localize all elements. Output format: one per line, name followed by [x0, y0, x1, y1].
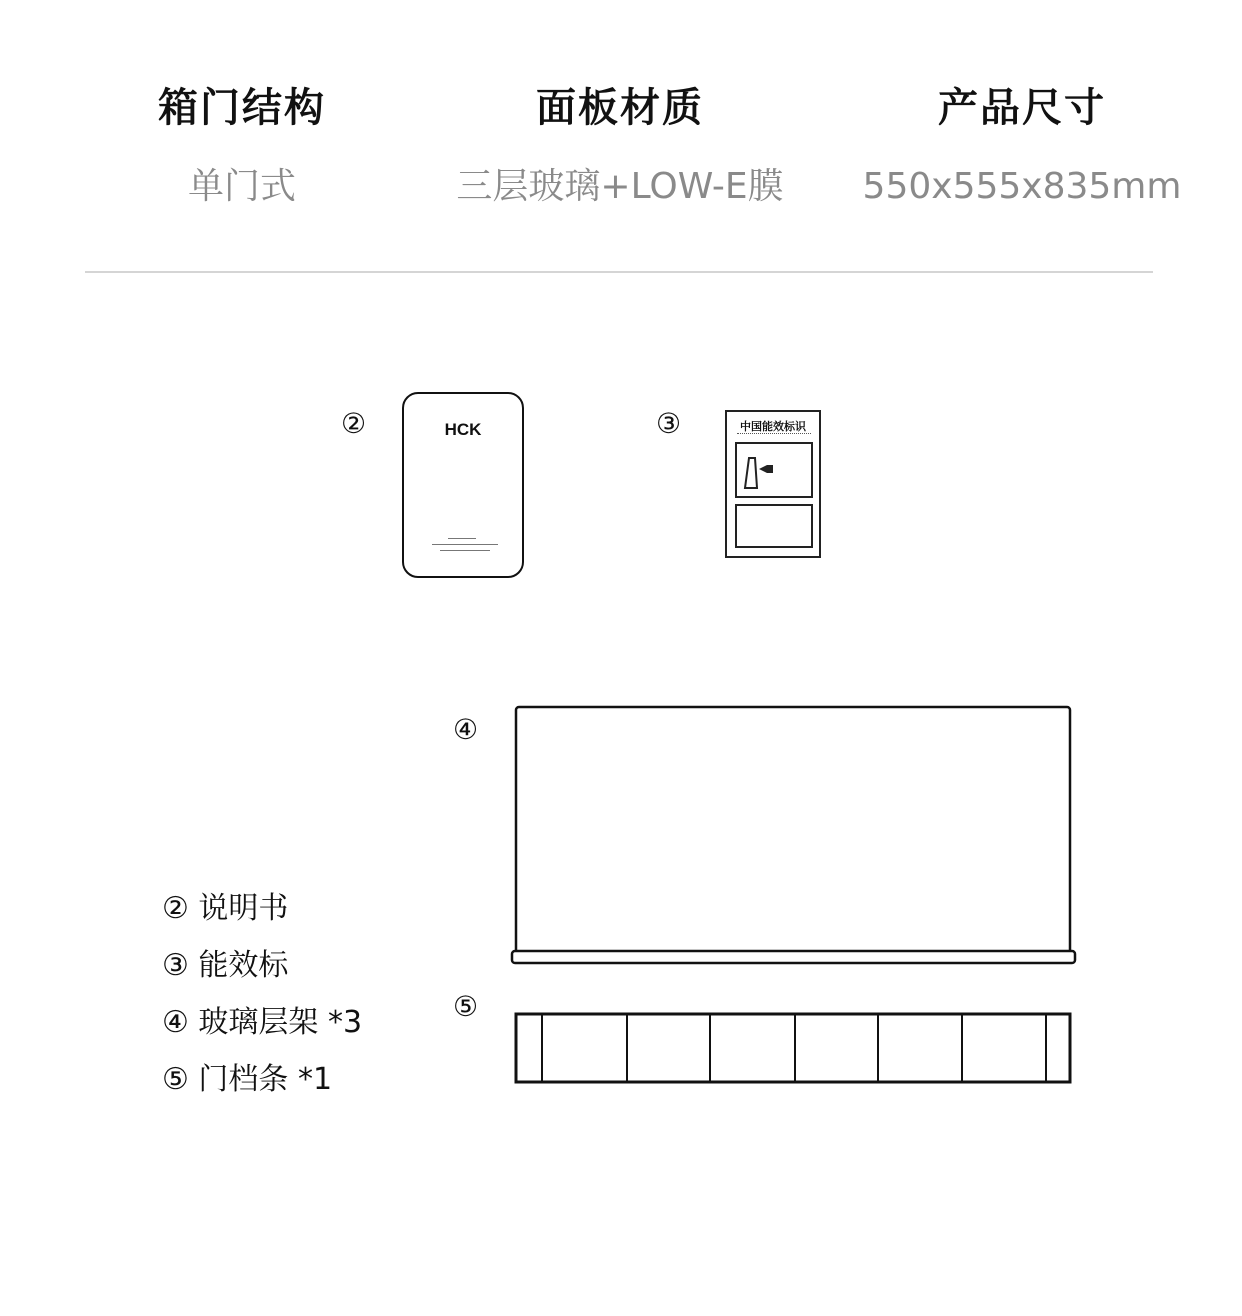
spec-panel-material [440, 80, 800, 212]
glass-shelf-illustration [510, 705, 1080, 970]
marker-energy-label: ③ [656, 407, 682, 440]
manual-text-line [448, 538, 476, 539]
energy-label-subtitle-line [737, 433, 811, 436]
spec-title: 产品尺寸 [938, 85, 1106, 131]
legend-item-glass-shelf: ④ 玻璃层架 *3 [162, 1005, 363, 1040]
energy-label-illustration [725, 410, 821, 558]
manual-text-line [440, 550, 490, 551]
legend-item-manual: ② 说明书 [162, 891, 289, 926]
energy-grade-box [735, 442, 813, 498]
spec-value: 单门式 [187, 166, 296, 207]
marker-shelf: ④ [453, 713, 479, 746]
spec-value: 三层玻璃+LOW-E膜 [456, 166, 784, 207]
marker-manual: ② [341, 407, 367, 440]
manual-brand-logo: HCK [444, 420, 482, 439]
accessories-legend [162, 880, 362, 1108]
manual-text-line [432, 544, 498, 545]
spec-title: 面板材质 [536, 85, 704, 131]
energy-info-box [735, 504, 813, 548]
spec-product-size [842, 80, 1202, 212]
door-strip-illustration [514, 1012, 1074, 1088]
user-manual-illustration [402, 392, 524, 578]
legend-item-energy-label: ③ 能效标 [162, 948, 289, 983]
energy-label-title: 中国能效标识 [740, 420, 806, 433]
spec-title: 箱门结构 [158, 85, 326, 131]
spec-door-structure [62, 80, 422, 212]
energy-grade-icon [737, 444, 811, 496]
legend-item-door-strip: ⑤ 门档条 *1 [162, 1062, 333, 1097]
marker-door-strip: ⑤ [453, 990, 479, 1023]
spec-value: 550x555x835mm [862, 166, 1182, 207]
section-divider [85, 271, 1153, 273]
